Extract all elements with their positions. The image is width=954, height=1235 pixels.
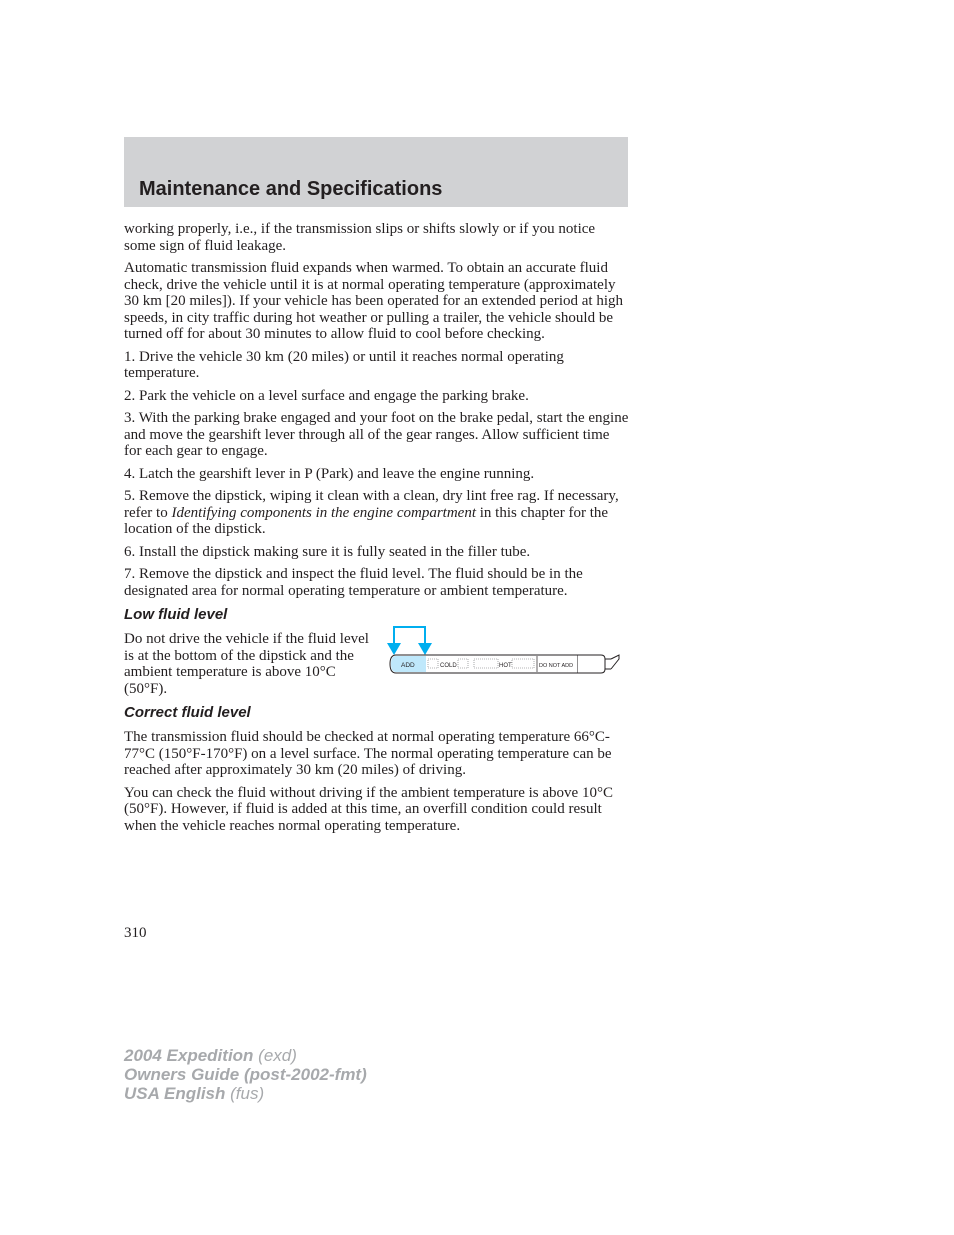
page-content bbox=[124, 221, 630, 840]
step-5 bbox=[124, 488, 630, 538]
footer-line-2: Owners Guide (post-2002-fmt) bbox=[124, 1065, 367, 1084]
low-fluid-heading: Low fluid level bbox=[124, 606, 228, 623]
step-2: 2. Park the vehicle on a level surface and engage the parking brake. bbox=[124, 387, 529, 404]
label-hot: HOT bbox=[499, 663, 512, 669]
section-title: Maintenance and Specifications bbox=[139, 178, 443, 200]
intro-paragraph-1: working properly, i.e., if the transmission slips or shifts slowly or if you notice some sign of fluid leakage. bbox=[124, 221, 596, 254]
correct-fluid-heading: Correct fluid level bbox=[124, 704, 251, 721]
intro-paragraph-2: Automatic transmission fluid expands when warmed. To obtain an accurate fluid check, drive the vehicle until it is at normal operating temperature (approximately 30 km [20 miles]). If your vehicle has been operated for an extended period at high speeds, in city traffic during hot weather or pulling a trailer, the vehicle should be turned off for about 30 minutes to allow fluid to cool before checking. bbox=[124, 260, 623, 342]
label-add: ADD bbox=[401, 662, 415, 669]
document-footer bbox=[124, 1046, 367, 1103]
page-number: 310 bbox=[124, 925, 147, 941]
correct-fluid-paragraph-1: The transmission fluid should be checked at normal operating temperature 66°C-77°C (150°F-170°F) on a level surface. The normal operating temperature can be reached after approximately 30 km (20 miles) of driving. bbox=[124, 729, 612, 778]
level-bracket bbox=[387, 627, 432, 655]
step-1: 1. Drive the vehicle 30 km (20 miles) or until it reaches normal operating temperature. bbox=[124, 348, 564, 381]
step-5-reference: Identifying components in the engine compartment bbox=[171, 504, 476, 521]
arrow-down-icon bbox=[387, 643, 401, 655]
step-5-text: 5. Remove the dipstick, wiping it clean with a clean, dry lint free rag. If necessary, refer to bbox=[124, 488, 619, 521]
label-do-not-add: DO NOT ADD bbox=[539, 663, 574, 669]
label-cold: COLD bbox=[440, 663, 457, 669]
arrow-down-icon bbox=[418, 643, 432, 655]
low-fluid-section bbox=[124, 631, 630, 697]
section-header bbox=[124, 137, 628, 207]
dipstick-illustration bbox=[386, 625, 630, 681]
footer-line-1: 2004 Expedition (exd) bbox=[124, 1046, 297, 1065]
footer-line-3: USA English (fus) bbox=[124, 1084, 265, 1103]
step-4: 4. Latch the gearshift lever in P (Park) and leave the engine running. bbox=[124, 465, 535, 482]
step-3: 3. With the parking brake engaged and your foot on the brake pedal, start the engine and move the gearshift lever through all of the gear ranges. Allow sufficient time for each gear to engage. bbox=[124, 410, 629, 459]
step-7: 7. Remove the dipstick and inspect the fluid level. The fluid should be in the designated area for normal operating temperature or ambient temperature. bbox=[124, 566, 583, 599]
step-5-text-end: in this chapter for the location of the dipstick. bbox=[124, 504, 609, 537]
dipstick-blade bbox=[390, 655, 619, 673]
step-6: 6. Install the dipstick making sure it is fully seated in the filler tube. bbox=[124, 543, 531, 560]
low-fluid-text: Do not drive the vehicle if the fluid level is at the bottom of the dipstick and the ambient temperature is above 10°C (50°F). bbox=[124, 631, 369, 697]
correct-fluid-paragraph-2: You can check the fluid without driving if the ambient temperature is above 10°C (50°F). However, if fluid is added at this time, an overfill condition could result when the vehicle reaches normal operating temperature. bbox=[124, 784, 613, 834]
